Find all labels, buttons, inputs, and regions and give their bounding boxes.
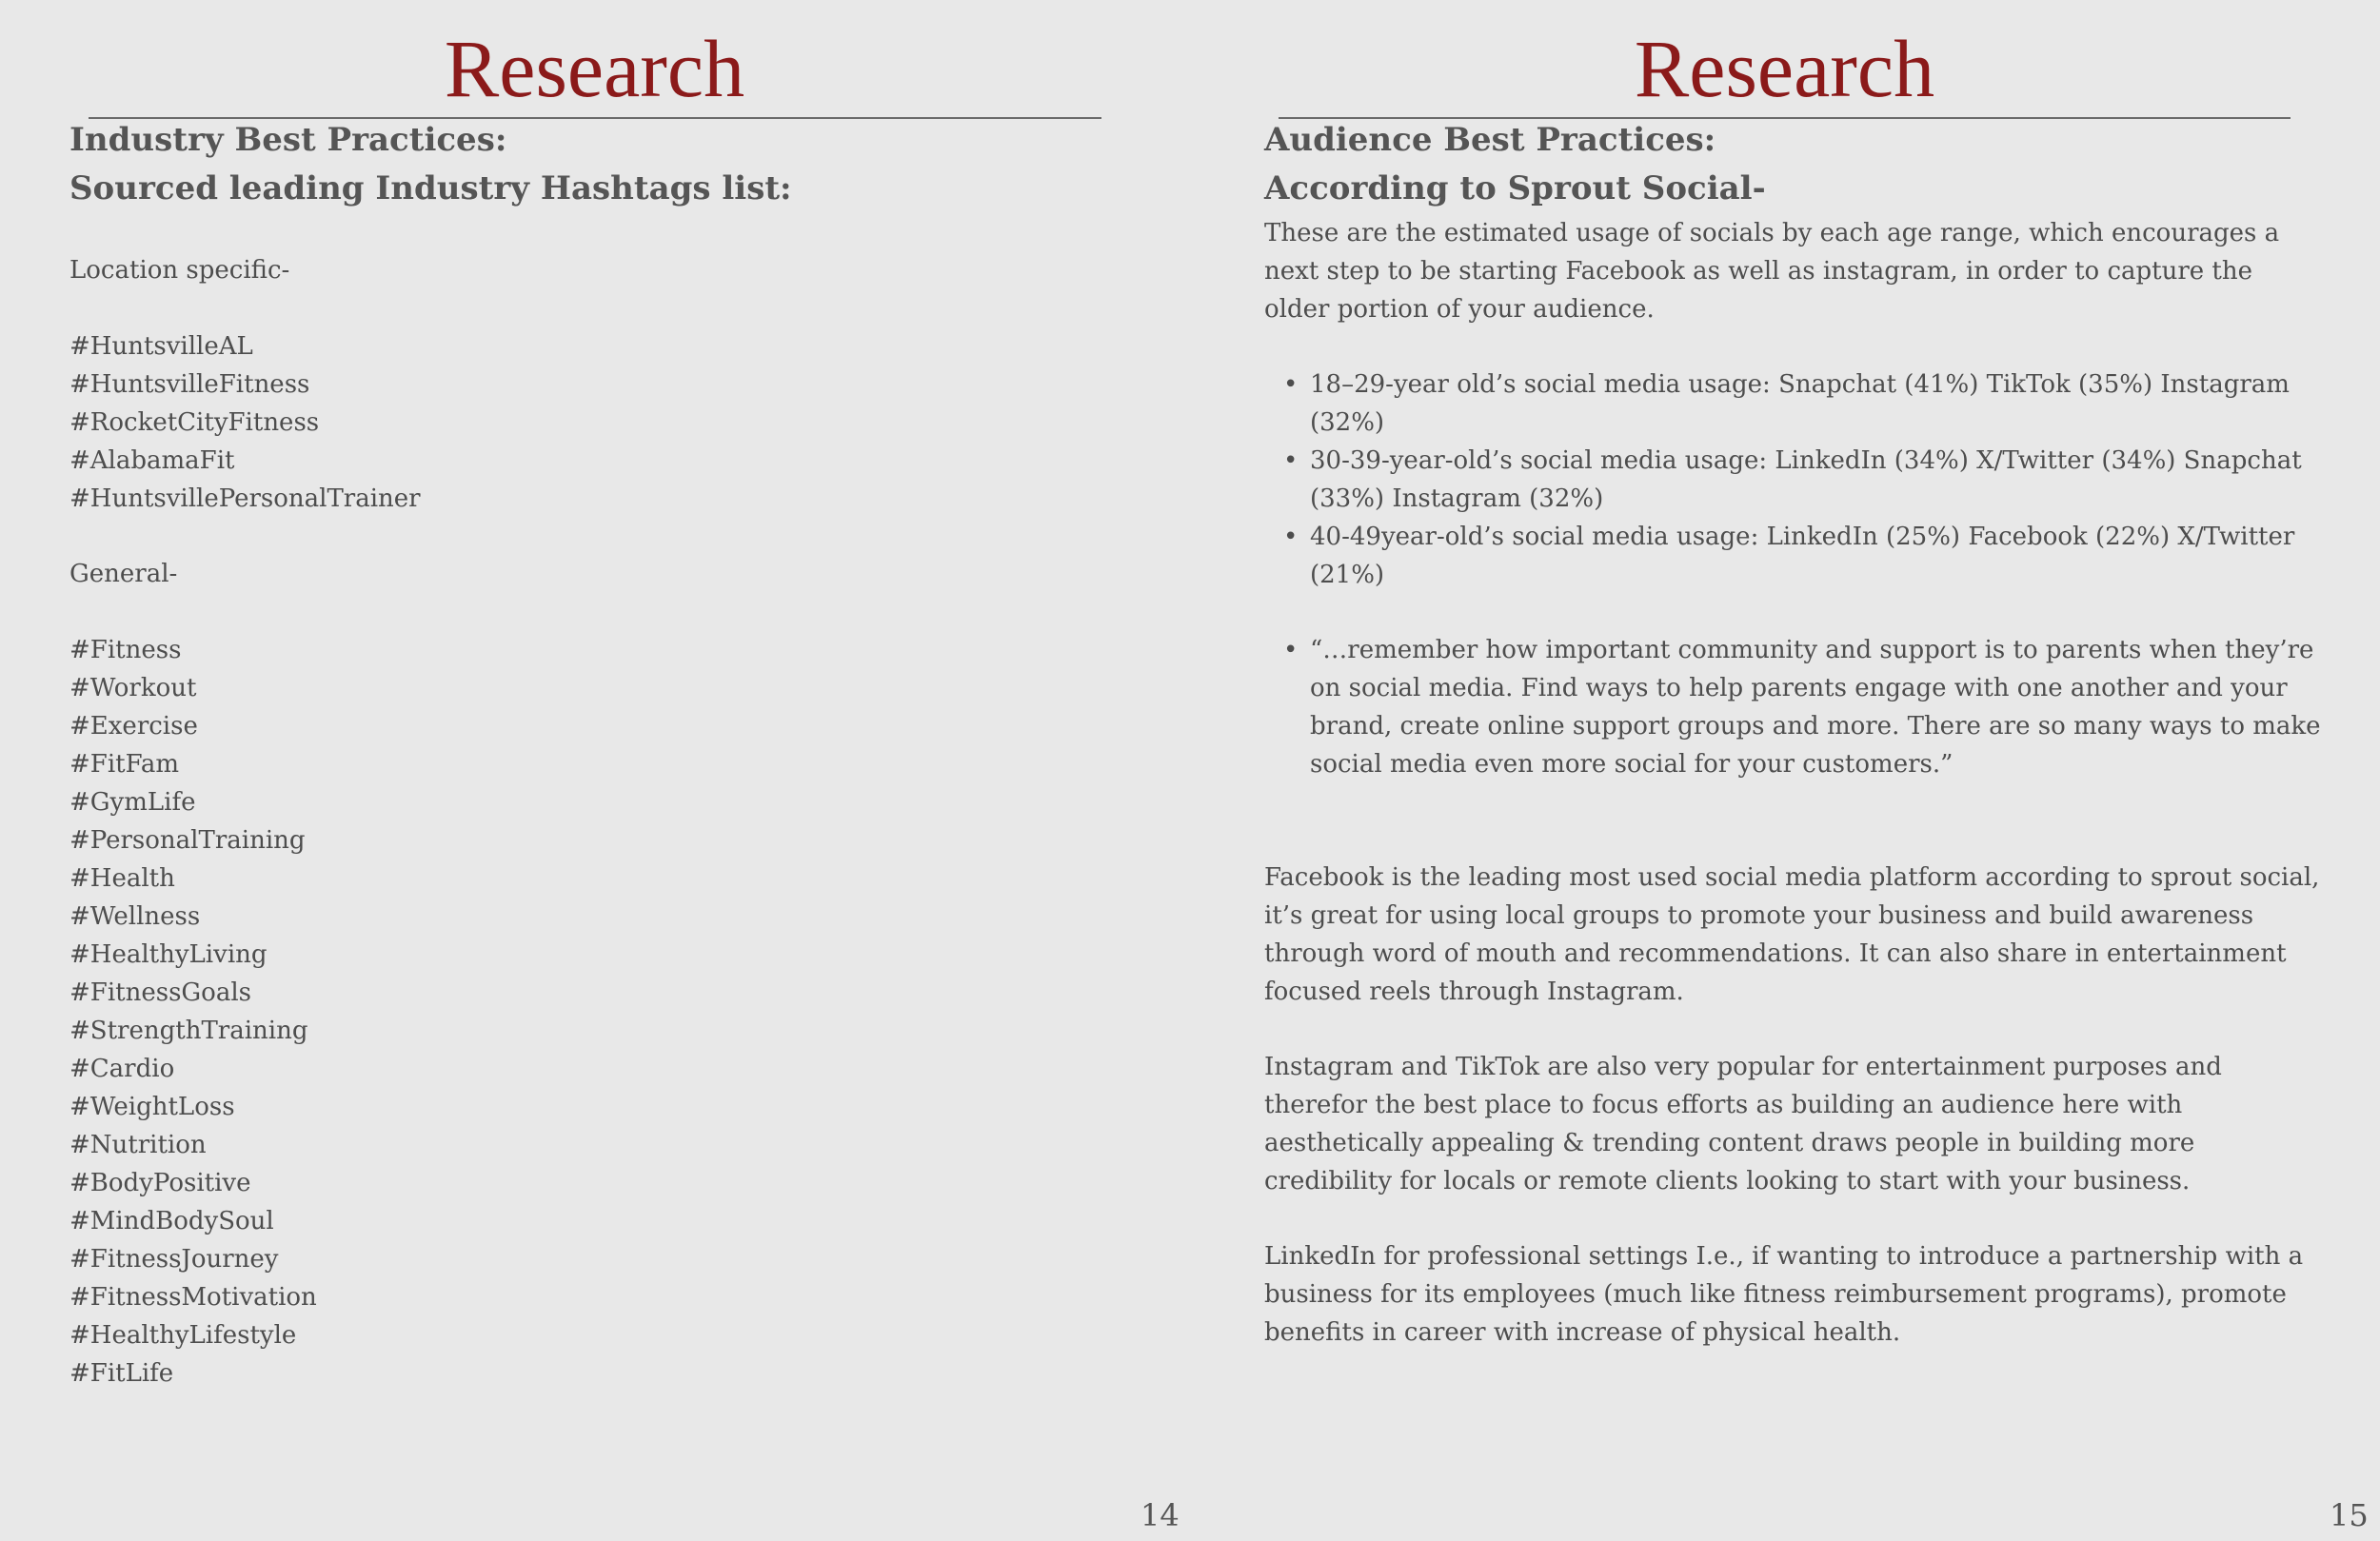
list-item (1264, 518, 2330, 594)
hashtag-item: #WeightLoss (69, 1093, 235, 1121)
list-item-text: 18–29-year old’s social media usage: Snapchat (41%) TikTok (35%) Instagram (32%) (1310, 370, 2290, 437)
age-usage-list (1264, 365, 2330, 594)
location-specific-label: Location specific- (69, 256, 290, 285)
hashtag-item: #HuntsvillePersonalTrainer (69, 484, 421, 513)
right-page (1190, 0, 2380, 1541)
linkedin-paragraph: LinkedIn for professional settings I.e., if wanting to introduce a partnership with a business for its employees (much like fitness reimbursement programs), promote benefits in career with increase of physical health. (1264, 1242, 2304, 1347)
list-item (1264, 631, 2330, 783)
hashtag-item: #StrengthTraining (69, 1017, 308, 1045)
hashtag-item: #AlabamaFit (69, 446, 235, 475)
hashtag-item: #HuntsvilleAL (69, 332, 253, 361)
hashtag-item: #Nutrition (69, 1131, 207, 1159)
list-item-text: 30-39-year-old’s social media usage: LinkedIn (34%) X/Twitter (34%) Snapchat (33%) Instagram (32%) (1310, 446, 2302, 513)
intro-paragraph: These are the estimated usage of socials by each age range, which encourages a next step to be starting Facebook as well as instagram, in order to capture the older portion of your audience. (1264, 219, 2280, 324)
list-item-text: 40-49year-old’s social media usage: LinkedIn (25%) Facebook (22%) X/Twitter (21%) (1310, 523, 2295, 589)
general-hashtag-list (69, 631, 317, 1393)
hashtag-item: #FitFam (69, 750, 180, 779)
page-title: Research (1634, 23, 1935, 114)
hashtag-item: #GymLife (69, 788, 196, 817)
bullet-icon: • (1283, 370, 1299, 399)
industry-best-practices-heading: Industry Best Practices: (69, 121, 507, 159)
hashtags-list-heading: Sourced leading Industry Hashtags list: (69, 169, 792, 207)
quote-list (1264, 631, 2330, 783)
page-title: Research (444, 23, 745, 114)
page-number: 14 (1140, 1497, 1180, 1533)
hashtag-item: #BodyPositive (69, 1169, 251, 1197)
hashtag-item: #FitnessGoals (69, 978, 251, 1007)
hashtag-item: #Health (69, 864, 175, 893)
hashtag-item: #HealthyLiving (69, 940, 268, 969)
hashtag-item: #FitLife (69, 1359, 174, 1388)
list-item (1264, 442, 2330, 518)
list-item (1264, 365, 2330, 442)
bullet-icon: • (1283, 523, 1299, 551)
location-hashtag-list (69, 327, 421, 518)
facebook-paragraph: Facebook is the leading most used social media platform according to sprout social, it’s great for using local groups to promote your business and build awareness through word of mouth and recommendations. It can also share in entertainment focused reels through Instagram. (1264, 863, 2320, 1006)
bullet-icon: • (1283, 446, 1299, 475)
hashtag-item: #FitnessJourney (69, 1245, 279, 1274)
hashtag-item: #Fitness (69, 636, 182, 664)
sprout-social-heading: According to Sprout Social- (1264, 169, 1766, 207)
hashtag-item: #RocketCityFitness (69, 408, 320, 437)
bullet-icon: • (1283, 636, 1299, 664)
hashtag-item: #Exercise (69, 712, 198, 741)
hashtag-item: #PersonalTraining (69, 826, 306, 855)
hashtag-item: #HealthyLifestyle (69, 1321, 297, 1350)
audience-best-practices-heading: Audience Best Practices: (1264, 121, 1716, 159)
hashtag-item: #Cardio (69, 1055, 175, 1083)
hashtag-item: #Workout (69, 674, 197, 702)
page-number: 15 (2330, 1497, 2369, 1533)
hashtag-item: #FitnessMotivation (69, 1283, 317, 1312)
hashtag-item: #Wellness (69, 902, 201, 931)
instagram-tiktok-paragraph: Instagram and TikTok are also very popular for entertainment purposes and therefor the best place to focus efforts as building an audience here with aesthetically appealing & trending content draws people in building more credibility for locals or remote clients looking to start with your business. (1264, 1053, 2222, 1195)
hashtag-item: #HuntsvilleFitness (69, 370, 310, 399)
quote-text: “…remember how important community and support is to parents when they’re on social media. Find ways to help parents engage with one another and your brand, create online support groups and more. There are so many ways to make social media even more social for your customers.” (1310, 636, 2321, 779)
hashtag-item: #MindBodySoul (69, 1207, 274, 1235)
general-label: General- (69, 560, 178, 588)
